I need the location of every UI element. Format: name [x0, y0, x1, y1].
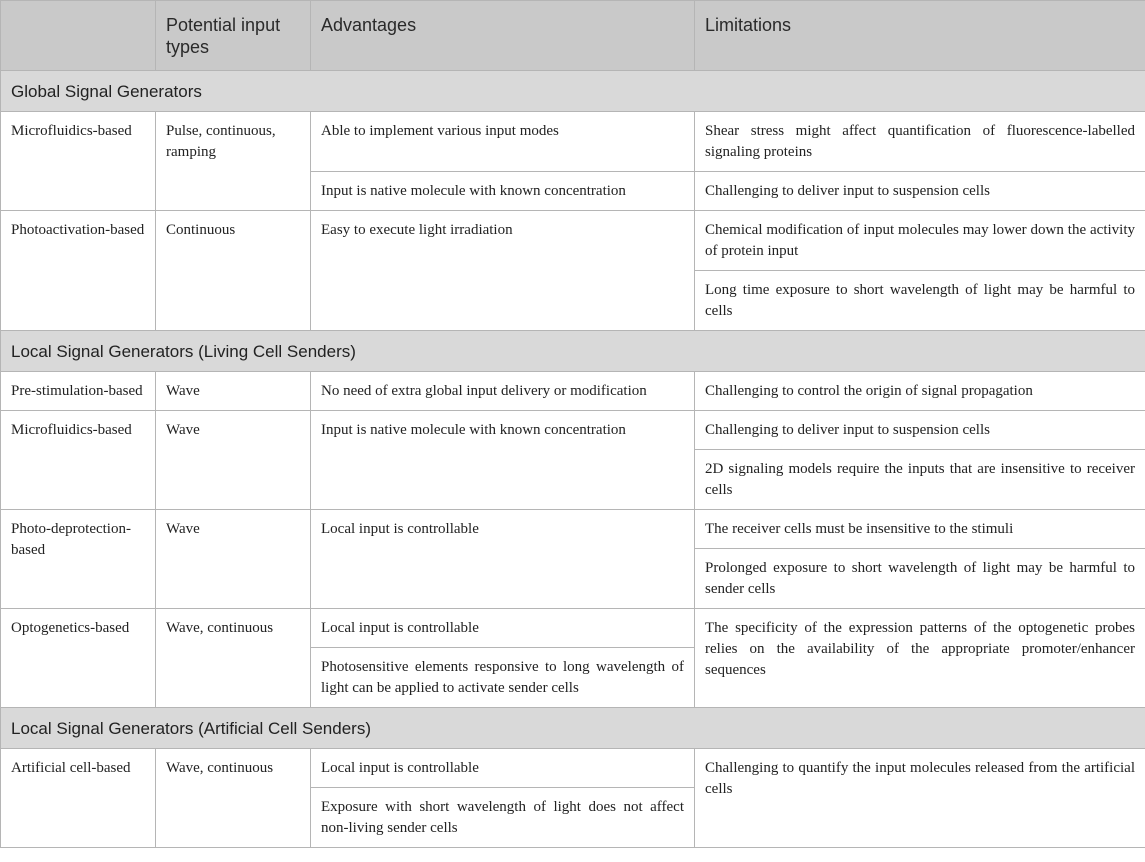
input-types: Wave [156, 372, 311, 411]
input-types: Continuous [156, 211, 311, 331]
table-row [1, 749, 1145, 788]
table-row [1, 112, 1145, 172]
section-artificial: Local Signal Generators (Artificial Cell Senders) [1, 708, 1145, 749]
table-row [1, 372, 1145, 411]
section-row [1, 331, 1145, 372]
advantage: Local input is controllable [311, 609, 695, 648]
advantage: Local input is controllable [311, 749, 695, 788]
method-name: Optogenetics-based [1, 609, 156, 708]
table-row [1, 411, 1145, 450]
limitation: Challenging to control the origin of signal propagation [695, 372, 1145, 411]
header-blank [1, 1, 156, 71]
advantage: No need of extra global input delivery or modification [311, 372, 695, 411]
advantage: Input is native molecule with known concentration [311, 411, 695, 510]
advantage: Local input is controllable [311, 510, 695, 609]
method-name: Microfluidics-based [1, 112, 156, 211]
section-row [1, 71, 1145, 112]
limitation: Shear stress might affect quantification of fluorescence-labelled signaling proteins [695, 112, 1145, 172]
limitation: Challenging to deliver input to suspension cells [695, 411, 1145, 450]
advantage: Input is native molecule with known concentration [311, 172, 695, 211]
method-name: Pre-stimulation-based [1, 372, 156, 411]
limitation: The receiver cells must be insensitive to the stimuli [695, 510, 1145, 549]
advantage: Easy to execute light irradiation [311, 211, 695, 331]
section-living: Local Signal Generators (Living Cell Senders) [1, 331, 1145, 372]
limitation: Long time exposure to short wavelength of light may be harmful to cells [695, 271, 1145, 331]
limitation: 2D signaling models require the inputs that are insensitive to receiver cells [695, 450, 1145, 510]
limitation: Challenging to quantify the input molecules released from the artificial cells [695, 749, 1145, 848]
table-row [1, 510, 1145, 549]
input-types: Pulse, continuous, ramping [156, 112, 311, 211]
method-name: Artificial cell-based [1, 749, 156, 848]
limitation: The specificity of the expression patterns of the optogenetic probes relies on the availability of the appropriate promoter/enhancer sequences [695, 609, 1145, 708]
header-row [1, 1, 1145, 71]
limitation: Prolonged exposure to short wavelength of light may be harmful to sender cells [695, 549, 1145, 609]
input-types: Wave, continuous [156, 749, 311, 848]
method-name: Photoactivation-based [1, 211, 156, 331]
section-global: Global Signal Generators [1, 71, 1145, 112]
limitation: Chemical modification of input molecules may lower down the activity of protein input [695, 211, 1145, 271]
header-input-types: Potential input types [156, 1, 311, 71]
section-row [1, 708, 1145, 749]
input-types: Wave [156, 510, 311, 609]
table-row [1, 609, 1145, 648]
method-name: Photo-deprotection-based [1, 510, 156, 609]
input-types: Wave, continuous [156, 609, 311, 708]
input-types: Wave [156, 411, 311, 510]
header-limitations: Limitations [695, 1, 1145, 71]
table-row [1, 211, 1145, 271]
advantage: Able to implement various input modes [311, 112, 695, 172]
advantage: Photosensitive elements responsive to long wavelength of light can be applied to activate sender cells [311, 648, 695, 708]
header-advantages: Advantages [311, 1, 695, 71]
method-name: Microfluidics-based [1, 411, 156, 510]
advantage: Exposure with short wavelength of light does not affect non-living sender cells [311, 788, 695, 848]
limitation: Challenging to deliver input to suspension cells [695, 172, 1145, 211]
